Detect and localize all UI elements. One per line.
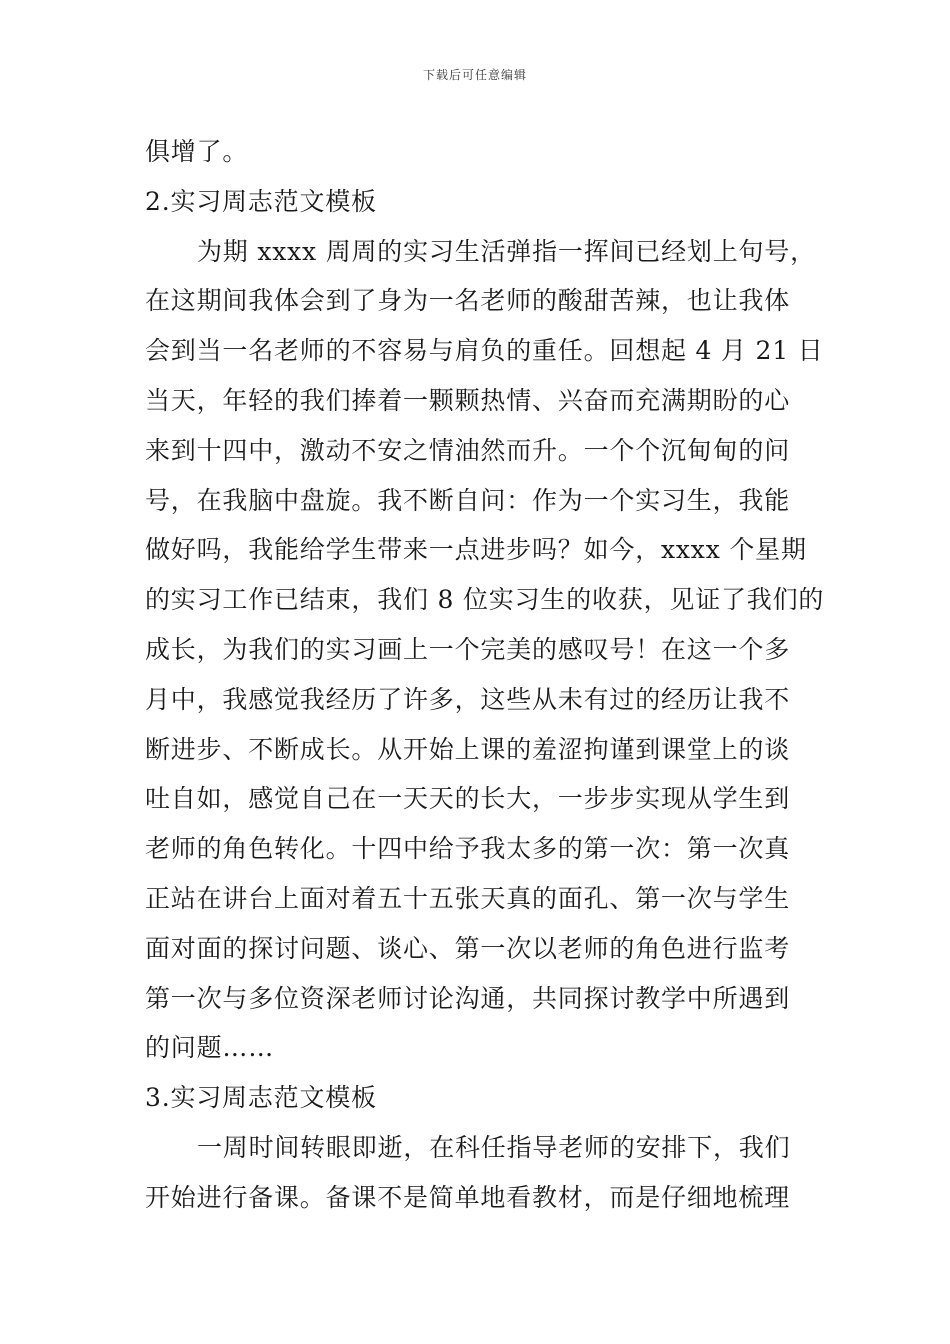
text-line: 第一次与多位资深老师讨论沟通，共同探讨教学中所遇到 — [145, 983, 791, 1013]
text-line: 来到十四中，激动不安之情油然而升。一个个沉甸甸的问 — [145, 435, 791, 465]
text-line: 俱增了。 — [145, 137, 249, 166]
text-line: 号，在我脑中盘旋。我不断自问：作为一个实习生，我能 — [145, 485, 791, 515]
text-line: 的问题…… — [145, 1033, 275, 1063]
section-heading: 2.实习周志范文模板 — [145, 186, 377, 216]
text-line: 当天，年轻的我们捧着一颗颗热情、兴奋而充满期盼的心 — [145, 385, 791, 415]
text-line: 在这期间我体会到了身为一名老师的酸甜苦辣，也让我体 — [145, 286, 791, 316]
text-line: 一周时间转眼即逝，在科任指导老师的安排下，我们 — [197, 1132, 791, 1162]
text-line: 开始进行备课。备课不是简单地看教材，而是仔细地梳理 — [145, 1182, 791, 1212]
section-heading: 3.实习周志范文模板 — [145, 1083, 377, 1113]
text-line: 成长，为我们的实习画上一个完美的感叹号！在这一个多 — [145, 634, 791, 664]
text-line: 老师的角色转化。十四中给予我太多的第一次：第一次真 — [145, 834, 791, 864]
text-line: 面对面的探讨问题、谈心、第一次以老师的角色进行监考 — [145, 933, 791, 963]
text-line: 会到当一名老师的不容易与肩负的重任。回想起 4 月 21 日 — [145, 336, 824, 366]
text-line: 做好吗，我能给学生带来一点进步吗？如今，xxxx 个星期 — [145, 535, 807, 565]
text-line: 的实习工作已结束，我们 8 位实习生的收获，见证了我们的 — [145, 585, 825, 615]
text-line: 正站在讲台上面对着五十五张天真的面孔、第一次与学生 — [145, 883, 791, 913]
text-line: 断进步、不断成长。从开始上课的羞涩拘谨到课堂上的谈 — [145, 734, 791, 764]
text-line: 月中，我感觉我经历了许多，这些从未有过的经历让我不 — [145, 684, 791, 714]
text-line: 吐自如，感觉自己在一天天的长大，一步步实现从学生到 — [145, 784, 791, 814]
document-body — [145, 127, 825, 1223]
page-header: 下载后可任意编辑 — [422, 68, 527, 82]
text-line: 为期 xxxx 周周的实习生活弹指一挥间已经划上句号， — [197, 236, 816, 266]
